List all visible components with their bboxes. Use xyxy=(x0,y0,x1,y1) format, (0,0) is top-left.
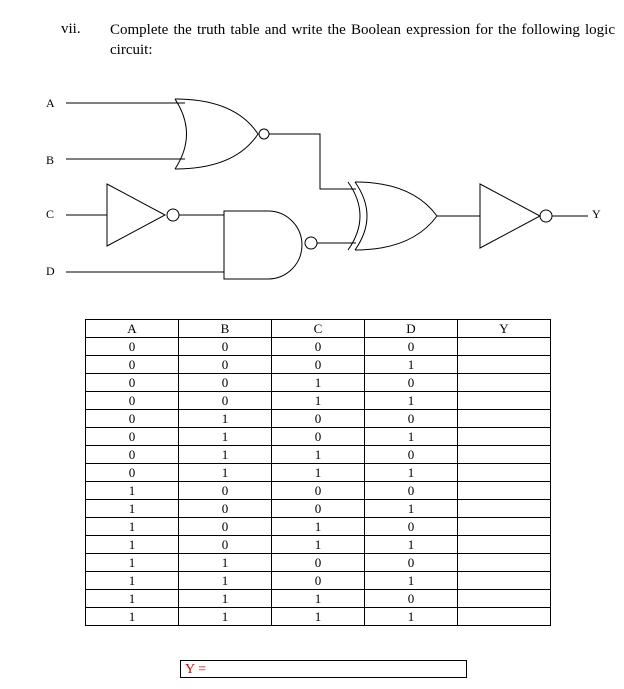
cell-y[interactable] xyxy=(458,428,551,446)
cell-y[interactable] xyxy=(458,446,551,464)
cell-c: 1 xyxy=(272,446,365,464)
cell-c: 0 xyxy=(272,572,365,590)
cell-b: 0 xyxy=(179,338,272,356)
cell-y[interactable] xyxy=(458,392,551,410)
header-y: Y xyxy=(458,320,551,338)
cell-y[interactable] xyxy=(458,464,551,482)
cell-y[interactable] xyxy=(458,572,551,590)
table-row xyxy=(86,356,551,374)
cell-c: 0 xyxy=(272,554,365,572)
header-b: B xyxy=(179,320,272,338)
header-c: C xyxy=(272,320,365,338)
cell-b: 0 xyxy=(179,500,272,518)
cell-a: 0 xyxy=(86,464,179,482)
cell-y[interactable] xyxy=(458,608,551,626)
header-a: A xyxy=(86,320,179,338)
cell-d: 1 xyxy=(365,500,458,518)
cell-a: 0 xyxy=(86,374,179,392)
cell-b: 0 xyxy=(179,374,272,392)
output-label-y: Y xyxy=(592,207,601,221)
cell-c: 0 xyxy=(272,356,365,374)
cell-b: 0 xyxy=(179,536,272,554)
table-row xyxy=(86,572,551,590)
xor-gate xyxy=(348,182,437,250)
table-row xyxy=(86,482,551,500)
cell-a: 1 xyxy=(86,554,179,572)
cell-c: 0 xyxy=(272,428,365,446)
cell-d: 1 xyxy=(365,536,458,554)
cell-y[interactable] xyxy=(458,338,551,356)
cell-y[interactable] xyxy=(458,482,551,500)
cell-c: 1 xyxy=(272,464,365,482)
table-row xyxy=(86,446,551,464)
cell-c: 1 xyxy=(272,392,365,410)
input-label-d: D xyxy=(46,264,55,278)
cell-c: 1 xyxy=(272,608,365,626)
cell-y[interactable] xyxy=(458,536,551,554)
cell-y[interactable] xyxy=(458,356,551,374)
table-row xyxy=(86,518,551,536)
table-row xyxy=(86,590,551,608)
answer-label: Y = xyxy=(185,662,206,677)
header-d: D xyxy=(365,320,458,338)
cell-c: 1 xyxy=(272,374,365,392)
wire-nor-out xyxy=(269,134,356,189)
table-row xyxy=(86,464,551,482)
cell-a: 0 xyxy=(86,446,179,464)
truth-table xyxy=(85,319,551,626)
table-row xyxy=(86,500,551,518)
table-row xyxy=(86,338,551,356)
cell-a: 1 xyxy=(86,482,179,500)
nand-gate xyxy=(224,211,317,279)
cell-b: 0 xyxy=(179,392,272,410)
cell-b: 1 xyxy=(179,464,272,482)
cell-a: 1 xyxy=(86,500,179,518)
table-row xyxy=(86,608,551,626)
nor-gate xyxy=(175,99,269,169)
cell-b: 1 xyxy=(179,608,272,626)
cell-c: 0 xyxy=(272,482,365,500)
cell-y[interactable] xyxy=(458,410,551,428)
cell-a: 1 xyxy=(86,608,179,626)
table-row xyxy=(86,428,551,446)
cell-a: 0 xyxy=(86,428,179,446)
cell-d: 0 xyxy=(365,446,458,464)
table-row xyxy=(86,554,551,572)
cell-d: 0 xyxy=(365,374,458,392)
cell-a: 1 xyxy=(86,572,179,590)
cell-c: 1 xyxy=(272,536,365,554)
cell-b: 1 xyxy=(179,554,272,572)
cell-b: 1 xyxy=(179,590,272,608)
cell-d: 1 xyxy=(365,572,458,590)
cell-d: 1 xyxy=(365,464,458,482)
cell-y[interactable] xyxy=(458,518,551,536)
cell-c: 0 xyxy=(272,338,365,356)
cell-c: 0 xyxy=(272,410,365,428)
cell-a: 1 xyxy=(86,518,179,536)
cell-y[interactable] xyxy=(458,500,551,518)
cell-d: 0 xyxy=(365,482,458,500)
table-header-row xyxy=(86,320,551,338)
input-label-b: B xyxy=(46,153,55,167)
cell-a: 0 xyxy=(86,338,179,356)
cell-b: 1 xyxy=(179,410,272,428)
cell-a: 0 xyxy=(86,356,179,374)
cell-d: 0 xyxy=(365,554,458,572)
cell-b: 1 xyxy=(179,572,272,590)
cell-d: 0 xyxy=(365,410,458,428)
cell-d: 0 xyxy=(365,338,458,356)
cell-b: 1 xyxy=(179,446,272,464)
cell-b: 0 xyxy=(179,518,272,536)
cell-a: 1 xyxy=(86,590,179,608)
cell-d: 1 xyxy=(365,356,458,374)
answer-box[interactable] xyxy=(180,660,467,678)
cell-b: 0 xyxy=(179,356,272,374)
table-row xyxy=(86,392,551,410)
input-label-c: C xyxy=(46,207,55,221)
table-row xyxy=(86,536,551,554)
cell-d: 1 xyxy=(365,428,458,446)
not-gate-output xyxy=(480,184,552,248)
cell-c: 1 xyxy=(272,590,365,608)
table-row xyxy=(86,410,551,428)
cell-d: 0 xyxy=(365,518,458,536)
question-text: Complete the truth table and write the Boolean expression for the following logic circuit: xyxy=(110,22,615,58)
cell-c: 0 xyxy=(272,500,365,518)
cell-y[interactable] xyxy=(458,590,551,608)
cell-c: 1 xyxy=(272,518,365,536)
cell-y[interactable] xyxy=(458,554,551,572)
cell-a: 1 xyxy=(86,536,179,554)
question-number: vii. xyxy=(61,21,81,37)
cell-d: 0 xyxy=(365,590,458,608)
cell-a: 0 xyxy=(86,392,179,410)
logic-circuit-diagram xyxy=(0,0,624,300)
input-label-a: A xyxy=(46,96,55,110)
cell-d: 1 xyxy=(365,608,458,626)
truth-table-body xyxy=(86,338,551,626)
cell-b: 0 xyxy=(179,482,272,500)
table-row xyxy=(86,374,551,392)
cell-y[interactable] xyxy=(458,374,551,392)
cell-a: 0 xyxy=(86,410,179,428)
cell-b: 1 xyxy=(179,428,272,446)
not-gate-c xyxy=(107,184,179,246)
cell-d: 1 xyxy=(365,392,458,410)
